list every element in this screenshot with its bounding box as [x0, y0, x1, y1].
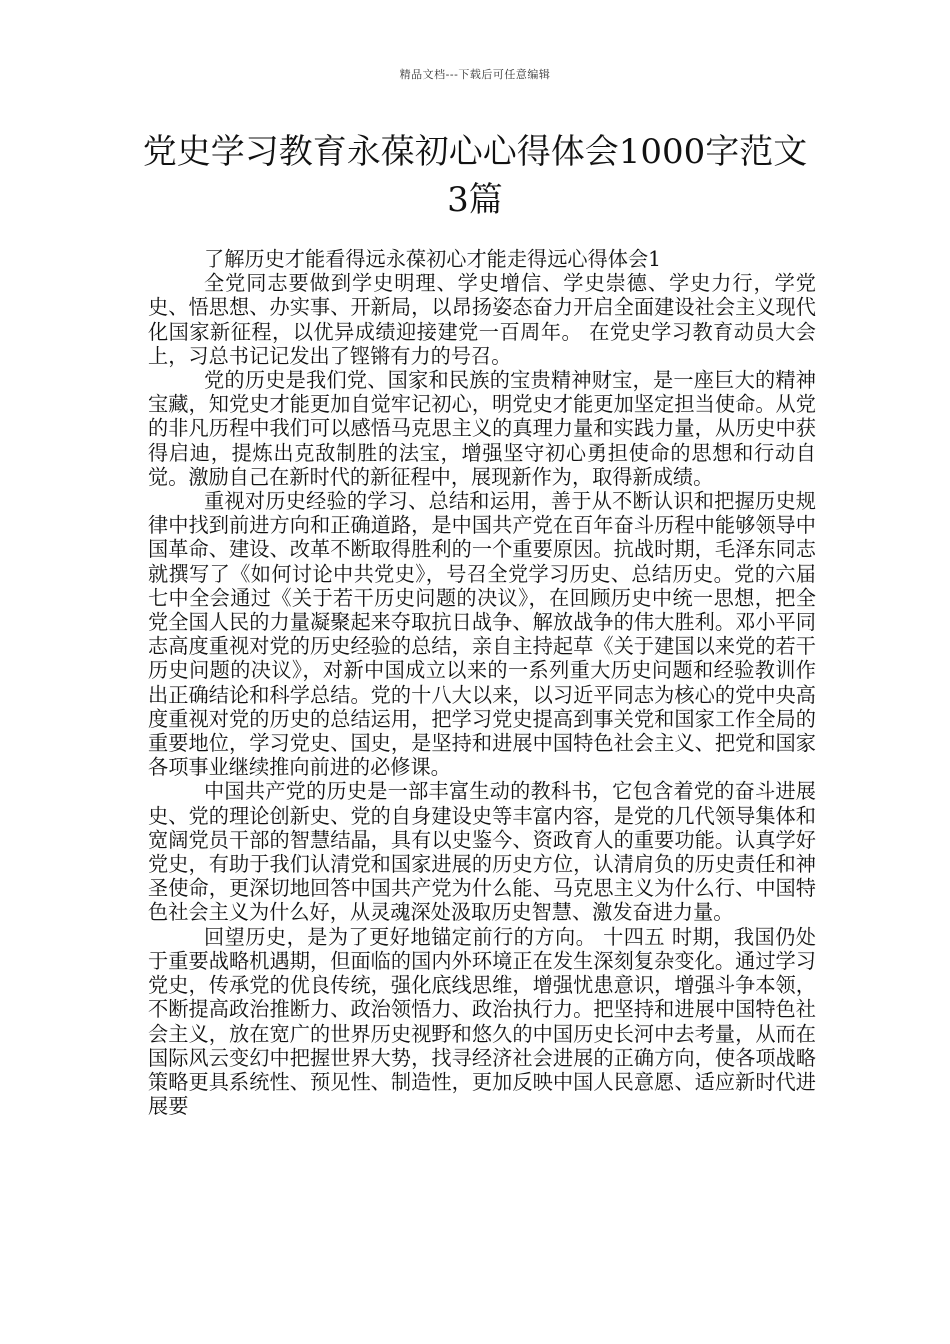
document-body — [148, 247, 816, 1118]
body-paragraph: 回望历史，是为了更好地锚定前行的方向。 十四五 时期，我国仍处于重要战略机遇期，但面临的国内外环境正在发生深刻复杂变化。通过学习党史，传承党的优良传统，强化底线思维，增强忧患意识，增强斗争本领，不断提高政治推断力、政治领悟力、政治执行力。把坚持和进展中国特色社会主义，放在宽广的世界历史视野和悠久的中国历史长河中去考量，从而在国际风云变幻中把握世界大势，找寻经济社会进展的正确方向，使各项战略策略更具系统性、预见性、制造性，更加反映中国人民意愿、适应新时代进展要 — [148, 924, 816, 1119]
body-paragraph: 重视对历史经验的学习、总结和运用，善于从不断认识和把握历史规律中找到前进方向和正确道路，是中国共产党在百年奋斗历程中能够领导中国革命、建设、改革不断取得胜利的一个重要原因。抗战时期，毛泽东同志就撰写了《如何讨论中共党史》，号召全党学习历史、总结历史。党的六届七中全会通过《关于若干历史问题的决议》，在回顾历史中统一思想，把全党全国人民的力量凝聚起来夺取抗日战争、解放战争的伟大胜利。邓小平同志高度重视对党的历史经验的总结，亲自主持起草《关于建国以来党的若干历史问题的决议》，对新中国成立以来的一系列重大历史问题和经验教训作出正确结论和科学总结。党的十八大以来，以习近平同志为核心的党中央高度重视对党的历史的总结运用，把学习党史提高到事关党和国家工作全局的重要地位，学习党史、国史，是坚持和进展中国特色社会主义、把党和国家各项事业继续推向前进的必修课。 — [148, 489, 816, 780]
body-paragraph: 全党同志要做到学史明理、学史增信、学史崇德、学史力行，学党史、悟思想、办实事、开新局，以昂扬姿态奋力开启全面建设社会主义现代化国家新征程，以优异成绩迎接建党一百周年。 在党史学习教育动员大会上，习总书记记发出了铿锵有力的号召。 — [148, 271, 816, 368]
body-paragraph: 中国共产党的历史是一部丰富生动的教科书，它包含着党的奋斗进展史、党的理论创新史、党的自身建设史等丰富内容，是党的几代领导集体和宽阔党员干部的智慧结晶，具有以史鉴今、资政育人的重要功能。认真学好党史，有助于我们认清党和国家进展的历史方位，认清肩负的历史责任和神圣使命，更深切地回答中国共产党为什么能、马克思主义为什么行、中国特色社会主义为什么好，从灵魂深处汲取历史智慧、激发奋进力量。 — [148, 779, 816, 925]
document-title: 党史学习教育永葆初心心得体会1000字范文3篇 — [142, 132, 808, 220]
body-paragraph: 党的历史是我们党、国家和民族的宝贵精神财宝，是一座巨大的精神宝藏，知党史才能更加自觉牢记初心，明党史才能更加坚定担当使命。从党的非凡历程中我们可以感悟马克思主义的真理力量和实践力量，从历史中获得启迪，提炼出克敌制胜的法宝，增强坚守初心勇担使命的思想和行动自觉。激励自己在新时代的新征程中，展现新作为，取得新成绩。 — [148, 368, 816, 489]
section-subtitle: 了解历史才能看得远永葆初心才能走得远心得体会1 — [204, 247, 661, 271]
header-note: 精品文档---下载后可任意编辑 — [399, 68, 551, 81]
